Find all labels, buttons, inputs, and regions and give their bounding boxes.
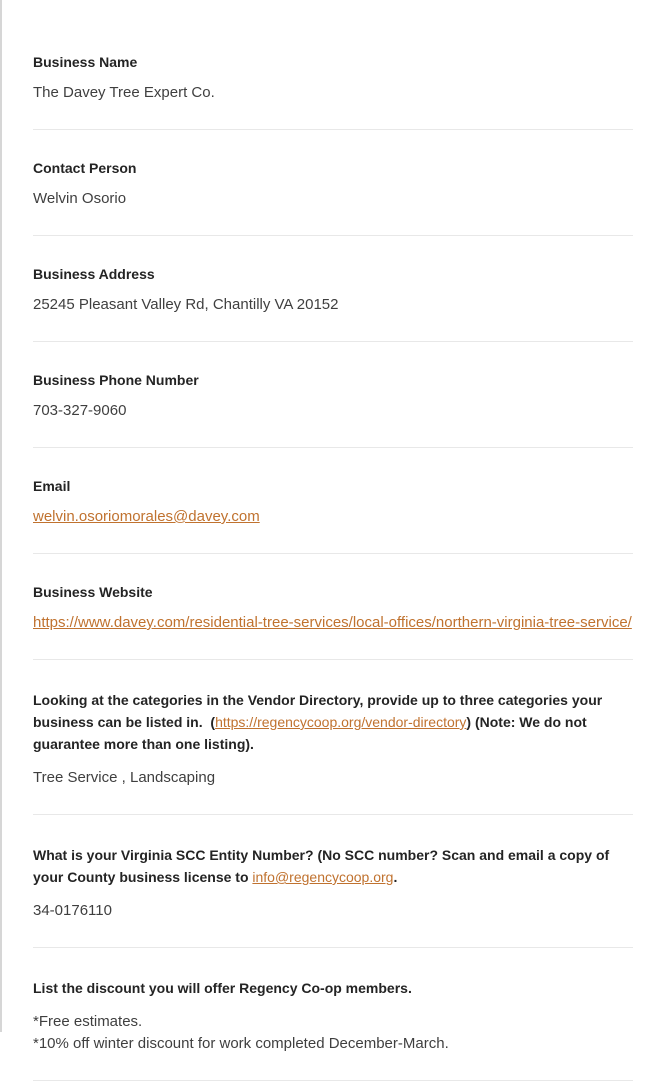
field-question: [33, 689, 633, 755]
field-email: [33, 477, 633, 528]
question-text-after: .: [393, 869, 398, 885]
divider: [33, 659, 633, 660]
divider: [33, 814, 633, 815]
field-label: Business Website: [33, 584, 153, 600]
divider: [33, 553, 633, 554]
field-business-address: [33, 265, 633, 316]
field-value: 703-327-9060: [33, 402, 127, 419]
field-business-name: [33, 53, 633, 104]
divider: [33, 947, 633, 948]
field-value: 34-0176110: [33, 902, 112, 919]
field-question: [33, 844, 633, 888]
info-email-link[interactable]: info@regencycoop.org: [252, 869, 394, 885]
field-scc-number: [33, 844, 633, 922]
vendor-directory-link[interactable]: https://regencycoop.org/vendor-directory: [215, 714, 467, 730]
field-question: List the discount you will offer Regency Co-op members.: [33, 980, 412, 996]
field-value: [33, 1011, 633, 1055]
website-link[interactable]: https://www.davey.com/residential-tree-services/local-offices/northern-virginia-tree-service/: [33, 614, 632, 631]
field-business-phone: [33, 371, 633, 422]
field-label: Contact Person: [33, 160, 137, 176]
field-value: Tree Service , Landscaping: [33, 769, 216, 786]
field-vendor-categories: [33, 689, 633, 789]
field-value: The Davey Tree Expert Co.: [33, 84, 215, 101]
question-text-before: What is your Virginia SCC Entity Number? (No SCC number? Scan and email a copy of your County business license to: [33, 847, 610, 885]
email-link[interactable]: welvin.osoriomorales@davey.com: [33, 508, 260, 525]
question-text-before: Looking at the categories in the Vendor Directory, provide up to three categories your business can be listed in. (: [33, 692, 603, 730]
discount-line: *Free estimates.: [33, 1013, 143, 1030]
divider: [33, 129, 633, 130]
field-label: Business Phone Number: [33, 372, 199, 388]
divider: [33, 447, 633, 448]
field-value: [33, 612, 633, 634]
field-business-website: [33, 583, 633, 634]
field-value: Welvin Osorio: [33, 190, 127, 207]
divider: [33, 235, 633, 236]
field-label: Business Address: [33, 266, 155, 282]
discount-line: *10% off winter discount for work completed December-March.: [33, 1035, 449, 1052]
question-text-after: ) (Note: We do not guarantee more than one listing).: [33, 714, 587, 752]
field-label: Business Name: [33, 54, 138, 70]
field-value: [33, 506, 633, 528]
field-label: Email: [33, 478, 71, 494]
field-discount: [33, 977, 633, 1055]
field-contact-person: [33, 159, 633, 210]
divider: [33, 341, 633, 342]
field-value: 25245 Pleasant Valley Rd, Chantilly VA 20152: [33, 296, 339, 313]
